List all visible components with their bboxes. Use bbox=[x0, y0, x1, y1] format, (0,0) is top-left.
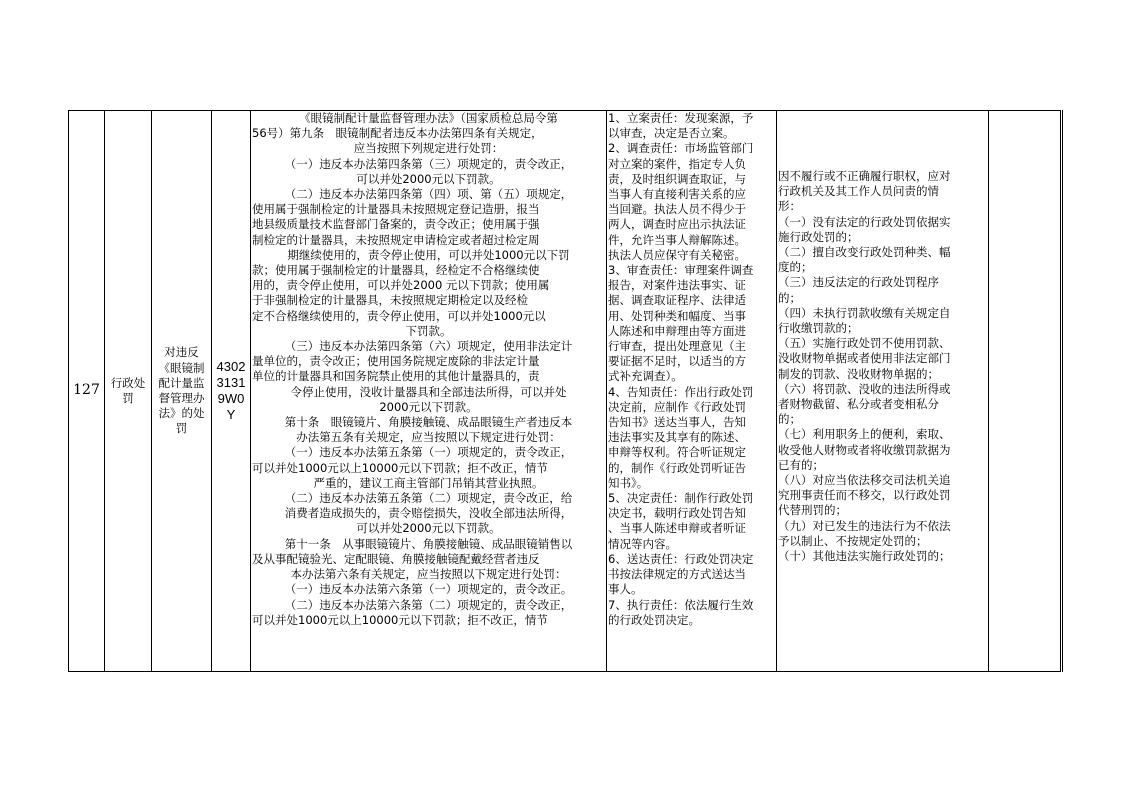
legal-basis-line: 办法第五条有关规定，应当按照以下规定进行处罚： bbox=[296, 430, 561, 445]
legal-basis-line: （一）违反本办法第五条第（一）项规定的，责令改正， bbox=[284, 445, 573, 460]
accountability-line: 收受他人财物或者将收缴罚款据为 bbox=[778, 442, 951, 457]
responsibility-line: 人陈述和申辩理由等方面进 bbox=[608, 323, 746, 338]
legal-basis-line: 可以并处2000元以下罚款。 bbox=[356, 171, 501, 186]
accountability-line: （一）没有法定的行政处罚依据实 bbox=[778, 214, 951, 229]
legal-basis-line: 可以并处2000元以下罚款。 bbox=[356, 521, 501, 536]
legal-basis-line: 用的，责令停止使用，可以并处2000 元以下罚款；使用属 bbox=[252, 278, 550, 293]
accountability-line: 的； bbox=[778, 290, 801, 305]
responsibility-line: 知书》。 bbox=[608, 475, 649, 490]
item-code-line: 9W0 bbox=[217, 391, 245, 406]
accountability-line: 没收财物单据或者使用非法定部门 bbox=[778, 351, 951, 366]
seq-number-cell: 127 bbox=[69, 111, 105, 672]
remarks-cell bbox=[989, 111, 1062, 672]
accountability-line: 者财物截留、私分或者变相私分 bbox=[778, 397, 939, 412]
responsibility-line: 的，制作《行政处罚听证告 bbox=[608, 460, 746, 475]
category-cell: 行政处罚 bbox=[105, 111, 152, 672]
accountability-line: 行政机关及其工作人员问责的情 bbox=[778, 184, 939, 199]
legal-basis-line: （二）违反本办法第四条第（四）项、第（五）项规定， bbox=[284, 187, 573, 202]
item-code-cell bbox=[212, 111, 251, 672]
responsibility-line: 据、调查取证程序、法律适 bbox=[608, 293, 746, 308]
responsibility-line: 5、决定责任：制作行政处罚 bbox=[608, 491, 754, 506]
accountability-line: （二）擅自改变行政处罚种类、幅 bbox=[778, 245, 951, 260]
accountability-line: 施行政处罚的； bbox=[778, 229, 859, 244]
responsibility-line: 报告，对案件违法事实、证 bbox=[608, 278, 746, 293]
legal-basis-line: 56号）第九条 眼镜制配者违反本办法第四条有关规定， bbox=[252, 126, 543, 141]
item-name-cell: 对违反《眼镜制配计量监督管理办法》的处罚 bbox=[152, 111, 212, 672]
accountability-line: （六）将罚款、没收的违法所得或 bbox=[778, 381, 951, 396]
accountability-line: （十）其他违法实施行政处罚的； bbox=[778, 549, 951, 564]
accountability-cell bbox=[777, 111, 989, 672]
accountability-line: 制发的罚款、没收财物单据的； bbox=[778, 366, 939, 381]
responsibility-line: 情况等内容。 bbox=[608, 536, 677, 551]
legal-basis-line: 定不合格继续使用的，责令停止使用，可以并处1000元以 bbox=[252, 308, 546, 323]
legal-basis-line: 第十一条 从事眼镜镜片、角膜接触镜、成品眼镜销售以 bbox=[284, 536, 573, 551]
legal-basis-line: 严重的，建议工商主管部门吊销其营业执照。 bbox=[313, 475, 544, 490]
legal-basis-line: 可以并处1000元以上10000元以下罚款；拒不改正，情节 bbox=[252, 612, 548, 627]
responsibility-line: 用、处罚种类和幅度、当事 bbox=[608, 308, 746, 323]
accountability-line: 的； bbox=[778, 412, 801, 427]
responsibility-cell bbox=[607, 111, 777, 672]
responsibility-line: 告知书》送达当事人，告知 bbox=[608, 415, 746, 430]
responsibility-line: 件，允许当事人辩解陈述。 bbox=[608, 232, 746, 247]
legal-basis-line: 应当按照下列规定进行处罚： bbox=[353, 141, 504, 156]
accountability-line: 究刑事责任而不移交，以行政处罚 bbox=[778, 488, 951, 503]
accountability-line: （三）违反法定的行政处罚程序 bbox=[778, 275, 939, 290]
responsibility-line: 事人。 bbox=[608, 582, 643, 597]
accountability-line: 代替刑罚的； bbox=[778, 503, 847, 518]
legal-basis-line: （二）违反本办法第五条第（二）项规定，责令改正，给 bbox=[284, 491, 573, 506]
legal-basis-line: 制检定的计量器具，未按照规定申请检定或者超过检定周 bbox=[252, 232, 540, 247]
responsibility-line: 决定书，载明行政处罚告知 bbox=[608, 506, 746, 521]
responsibility-line: 申辩等权利。符合听证规定 bbox=[608, 445, 746, 460]
legal-basis-line: 消费者造成损失的，责令赔偿损失，没收全部违法所得， bbox=[284, 506, 573, 521]
responsibility-line: 当回避。执法人员不得少于 bbox=[608, 202, 746, 217]
responsibility-line: 7、执行责任：依法履行生效 bbox=[608, 597, 754, 612]
accountability-line: （九）对已发生的违法行为不依法 bbox=[778, 518, 951, 533]
legal-basis-line: 本办法第六条有关规定，应当按照以下规定进行处罚： bbox=[290, 567, 567, 582]
responsibility-line: 1、立案责任：发现案源，予 bbox=[608, 111, 754, 125]
legal-basis-line: 令停止使用，没收计量器具和全部违法所得，可以并处 bbox=[290, 384, 567, 399]
item-code-line: 3131 bbox=[216, 375, 246, 390]
legal-basis-line: （二）违反本办法第六条第（二）项规定的，责令改正， bbox=[284, 597, 573, 612]
responsibility-line: 违法事实及其享有的陈述、 bbox=[608, 430, 746, 445]
accountability-line: （五）实施行政处罚不使用罚款、 bbox=[778, 336, 951, 351]
legal-basis-line: 下罚款。 bbox=[405, 323, 452, 338]
accountability-line: （七）利用职务上的便利，索取、 bbox=[778, 427, 951, 442]
responsibility-line: 4、告知责任：作出行政处罚 bbox=[608, 384, 754, 399]
item-code-line: 4302 bbox=[216, 359, 246, 374]
responsibility-line: 行审查，提出处理意见（主 bbox=[608, 339, 746, 354]
accountability-line: （四）未执行罚款收缴有关规定自 bbox=[778, 305, 951, 320]
responsibility-line: 、当事人陈述申辩或者听证 bbox=[608, 521, 746, 536]
power-list-table bbox=[68, 110, 1063, 672]
legal-basis-line: 单位的计量器具和国务院禁止使用的其他计量器具的，责 bbox=[252, 369, 540, 384]
responsibility-line: 书按法律规定的方式送达当 bbox=[608, 567, 746, 582]
legal-basis-line: 地县级质量技术监督部门备案的，责令改正；使用属于强 bbox=[252, 217, 540, 232]
responsibility-line: 责，及时组织调查取证，与 bbox=[608, 171, 746, 186]
accountability-line: （八）对应当依法移交司法机关追 bbox=[778, 473, 951, 488]
responsibility-line: 两人，调查时应出示执法证 bbox=[608, 217, 746, 232]
item-code-line: Y bbox=[226, 407, 236, 422]
responsibility-line: 2、调查责任：市场监管部门 bbox=[608, 141, 754, 156]
legal-basis-line: 款；使用属于强制检定的计量器具，经检定不合格继续使 bbox=[252, 263, 540, 278]
responsibility-line: 以审查，决定是否立案。 bbox=[608, 126, 735, 141]
legal-basis-line: （一）违反本办法第四条第（三）项规定的，责令改正， bbox=[284, 156, 573, 171]
legal-basis-line: （一）违反本办法第六条第（一）项规定的，责令改正。 bbox=[284, 582, 573, 597]
legal-basis-line: 量单位的，责令改正；使用国务院规定废除的非法定计量 bbox=[252, 354, 540, 369]
legal-basis-line: 期继续使用的，责令停止使用，可以并处1000元以下罚 bbox=[287, 247, 570, 262]
responsibility-line: 要证据不足时，以适当的方 bbox=[608, 354, 746, 369]
accountability-line: 予以制止、不按规定处罚的； bbox=[778, 533, 928, 548]
responsibility-line: 式补充调查）。 bbox=[608, 369, 683, 384]
legal-basis-line: 《眼镜制配计量监督管理办法》（国家质检总局令第 bbox=[299, 111, 558, 125]
legal-basis-line: 第十条 眼镜镜片、角膜接触镜、成品眼镜生产者违反本 bbox=[284, 415, 573, 430]
legal-basis-line: 及从事配镜验光、定配眼镜、角膜接触镜配戴经营者违反 bbox=[252, 551, 540, 566]
responsibility-line: 6、送达责任：行政处罚决定 bbox=[608, 551, 754, 566]
responsibility-line: 执法人员应保守有关秘密。 bbox=[608, 247, 746, 262]
legal-basis-line: 2000元以下罚款。 bbox=[379, 399, 478, 414]
legal-basis-line: 使用属于强制检定的计量器具未按照规定登记造册，报当 bbox=[252, 202, 540, 217]
responsibility-line: 决定前，应制作《行政处罚 bbox=[608, 399, 746, 414]
legal-basis-line: 可以并处1000元以上10000元以下罚款；拒不改正，情节 bbox=[252, 460, 548, 475]
legal-basis-cell bbox=[251, 111, 607, 672]
table-row bbox=[69, 111, 1062, 672]
responsibility-line: 3、审查责任：审理案件调查 bbox=[608, 263, 754, 278]
accountability-line: 形： bbox=[778, 199, 801, 214]
responsibility-line: 对立案的案件，指定专人负 bbox=[608, 156, 746, 171]
legal-basis-line: （三）违反本办法第四条第（六）项规定，使用非法定计 bbox=[284, 339, 573, 354]
responsibility-line: 当事人有直接利害关系的应 bbox=[608, 187, 746, 202]
legal-basis-line: 于非强制检定的计量器具，未按照规定期检定以及经检 bbox=[252, 293, 528, 308]
accountability-line: 已有的； bbox=[778, 457, 824, 472]
responsibility-line: 的行政处罚决定。 bbox=[608, 612, 700, 627]
accountability-line: 度的； bbox=[778, 260, 813, 275]
accountability-line: 行收缴罚款的； bbox=[778, 321, 859, 336]
accountability-line: 因不履行或不正确履行职权，应对 bbox=[778, 169, 951, 183]
